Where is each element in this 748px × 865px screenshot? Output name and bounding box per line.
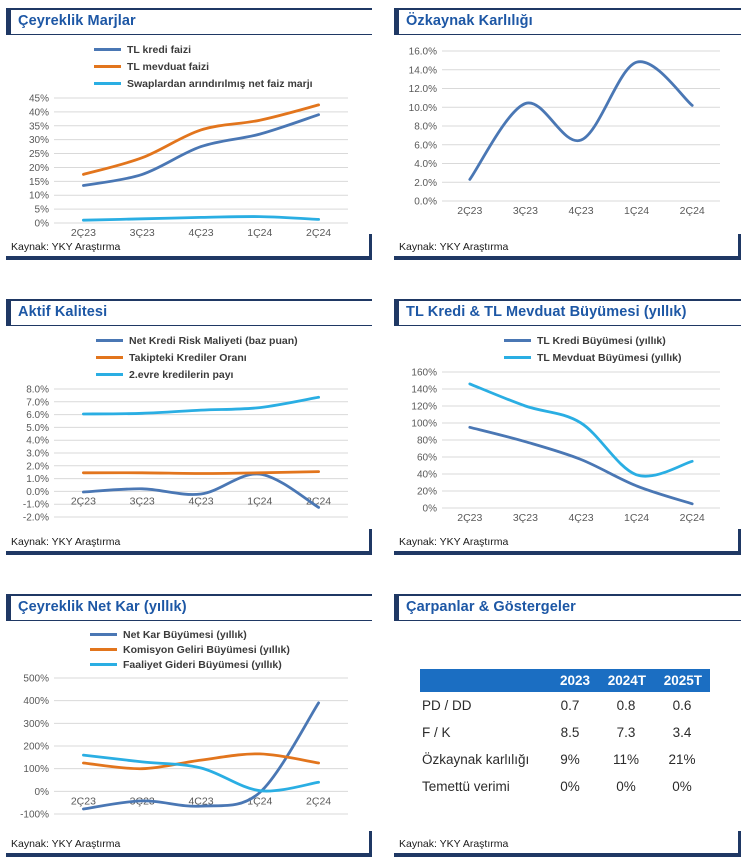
legend-item bbox=[504, 332, 682, 349]
panel-accent-right bbox=[738, 234, 741, 256]
y-axis-tick-label: 5% bbox=[34, 204, 49, 216]
y-axis-tick-label: 0% bbox=[34, 786, 49, 798]
series-line-0 bbox=[470, 62, 692, 180]
table-header-cell: 2023 bbox=[542, 669, 598, 692]
panel-accent-bottom bbox=[394, 853, 741, 857]
ceyreklik-net-kar-chart bbox=[10, 672, 362, 830]
x-axis-tick-label: 2Ç24 bbox=[679, 512, 705, 524]
source-note: Kaynak: YKY Araştırma bbox=[399, 536, 509, 548]
y-axis-tick-label: 60% bbox=[416, 452, 437, 464]
table-value-cell: 0.7 bbox=[560, 698, 580, 713]
legend-item bbox=[90, 642, 290, 657]
x-axis-tick-label: 4Ç23 bbox=[188, 227, 214, 239]
y-axis-tick-label: 30% bbox=[28, 135, 49, 147]
series-line-2 bbox=[83, 397, 318, 414]
panel-body bbox=[394, 621, 741, 800]
table-row bbox=[420, 692, 710, 719]
legend-line-swatch bbox=[90, 648, 117, 651]
table-row-label: Temettü verimi bbox=[422, 779, 510, 794]
x-axis-tick-label: 2Ç23 bbox=[457, 512, 483, 524]
panel-body bbox=[6, 35, 372, 239]
x-axis-tick-label: 1Ç24 bbox=[624, 512, 650, 524]
y-axis-tick-label: 45% bbox=[28, 93, 49, 105]
y-axis-tick-label: 5.0% bbox=[26, 422, 49, 434]
source-note: Kaynak: YKY Araştırma bbox=[399, 241, 509, 253]
legend-item bbox=[94, 41, 313, 58]
table-row-label: F / K bbox=[422, 725, 451, 740]
table-row-label: PD / DD bbox=[422, 698, 472, 713]
panel-title: Aktif Kalitesi bbox=[18, 304, 108, 320]
panel-ceyreklik-net-kar bbox=[6, 594, 372, 857]
panel-header bbox=[6, 10, 372, 35]
panel-title: Özkaynak Karlılığı bbox=[406, 13, 533, 29]
y-axis-tick-label: 120% bbox=[411, 401, 437, 413]
y-axis-tick-label: 0.0% bbox=[26, 486, 49, 498]
x-axis-tick-label: 2Ç24 bbox=[306, 227, 332, 239]
panel-accent-right bbox=[738, 831, 741, 853]
table-value-cell: 3.4 bbox=[672, 725, 692, 740]
legend-item bbox=[96, 349, 298, 366]
legend-label: TL Kredi Büyümesi (yıllık) bbox=[537, 334, 666, 347]
chart-legend bbox=[504, 332, 682, 366]
panel-title: Çeyreklik Net Kar (yıllık) bbox=[18, 599, 187, 615]
x-axis-tick-label: 1Ç24 bbox=[624, 205, 650, 217]
y-axis-tick-label: 8.0% bbox=[26, 384, 49, 396]
y-axis-tick-label: 200% bbox=[23, 741, 49, 753]
table-header-cell: 2024T bbox=[598, 669, 654, 692]
legend-line-swatch bbox=[94, 48, 121, 51]
panel-header bbox=[394, 596, 741, 621]
x-axis-tick-label: 2Ç24 bbox=[679, 205, 705, 217]
table-value-cell: 0.6 bbox=[672, 698, 692, 713]
legend-line-swatch bbox=[96, 339, 123, 342]
x-axis-tick-label: 2Ç24 bbox=[306, 495, 332, 508]
x-axis-tick-label: 1Ç24 bbox=[247, 495, 273, 508]
panel-title: TL Kredi & TL Mevduat Büyümesi (yıllık) bbox=[406, 304, 687, 320]
y-axis-tick-label: 4.0% bbox=[26, 435, 49, 447]
chart-legend bbox=[90, 627, 290, 672]
y-axis-tick-label: 16.0% bbox=[408, 46, 437, 58]
y-axis-tick-label: 0.0% bbox=[414, 196, 437, 208]
y-axis-tick-label: 40% bbox=[28, 107, 49, 119]
source-note: Kaynak: YKY Araştırma bbox=[11, 536, 121, 548]
ozkaynak-karliligi-chart bbox=[398, 45, 734, 217]
panel-accent-bottom bbox=[6, 551, 372, 555]
series-line-0 bbox=[470, 427, 692, 504]
legend-line-swatch bbox=[90, 633, 117, 636]
panel-carpanlar-gostergeler bbox=[394, 594, 741, 857]
panel-body bbox=[6, 326, 372, 533]
legend-line-swatch bbox=[504, 356, 531, 359]
legend-line-swatch bbox=[94, 65, 121, 68]
x-axis-tick-label: 2Ç23 bbox=[457, 205, 483, 217]
panel-header bbox=[394, 10, 741, 35]
legend-label: Faaliyet Gideri Büyümesi (yıllık) bbox=[123, 658, 282, 671]
legend-label: TL Mevduat Büyümesi (yıllık) bbox=[537, 351, 682, 364]
chart-legend bbox=[94, 41, 313, 92]
legend-label: Swaplardan arındırılmış net faiz marjı bbox=[127, 77, 313, 90]
table-header-row bbox=[420, 669, 710, 692]
legend-item bbox=[504, 349, 682, 366]
panel-body bbox=[6, 621, 372, 830]
source-note: Kaynak: YKY Araştırma bbox=[11, 838, 121, 850]
legend-label: TL kredi faizi bbox=[127, 43, 191, 56]
x-axis-tick-label: 3Ç23 bbox=[129, 495, 155, 508]
x-axis-tick-label: 3Ç23 bbox=[512, 512, 538, 524]
legend-item bbox=[94, 58, 313, 75]
panel-title: Çarpanlar & Göstergeler bbox=[406, 599, 576, 615]
y-axis-tick-label: 400% bbox=[23, 696, 49, 708]
ceyreklik-marjlar-chart bbox=[10, 92, 362, 239]
multiples-table bbox=[420, 669, 710, 800]
y-axis-tick-label: 4.0% bbox=[414, 159, 437, 170]
table-value-cell: 21% bbox=[668, 752, 696, 767]
y-axis-tick-label: 300% bbox=[23, 718, 49, 730]
source-note: Kaynak: YKY Araştırma bbox=[399, 838, 509, 850]
y-axis-tick-label: 140% bbox=[411, 384, 437, 396]
aktif-kalitesi-chart bbox=[10, 383, 362, 533]
panel-accent-right bbox=[369, 831, 372, 853]
panel-accent-bottom bbox=[394, 256, 741, 260]
x-axis-tick-label: 1Ç24 bbox=[247, 227, 273, 239]
table-row bbox=[420, 719, 710, 746]
y-axis-tick-label: 0% bbox=[34, 218, 49, 230]
x-axis-tick-label: 1Ç24 bbox=[247, 795, 273, 808]
multiples-table-head bbox=[420, 669, 710, 692]
multiples-table-body bbox=[420, 692, 710, 800]
table-value-cell: 0% bbox=[672, 779, 692, 794]
legend-label: Net Kar Büyümesi (yıllık) bbox=[123, 628, 247, 641]
y-axis-tick-label: 100% bbox=[411, 418, 437, 430]
y-axis-tick-label: 0% bbox=[422, 503, 437, 515]
legend-label: TL mevduat faizi bbox=[127, 60, 210, 73]
x-axis-tick-label: 4Ç23 bbox=[568, 205, 594, 217]
y-axis-tick-label: 10.0% bbox=[408, 102, 437, 114]
panel-accent-bottom bbox=[394, 551, 741, 555]
legend-item bbox=[90, 627, 290, 642]
series-line-1 bbox=[470, 384, 692, 476]
x-axis-tick-label: 4Ç23 bbox=[188, 795, 214, 808]
table-value-cell: 0% bbox=[616, 779, 636, 794]
legend-item bbox=[94, 75, 313, 92]
y-axis-tick-label: 80% bbox=[416, 435, 437, 447]
table-header-cell bbox=[420, 669, 542, 692]
panel-ozkaynak-karliligi bbox=[394, 8, 741, 260]
legend-line-swatch bbox=[96, 373, 123, 376]
x-axis-tick-label: 2Ç23 bbox=[70, 795, 96, 808]
table-row bbox=[420, 746, 710, 773]
y-axis-tick-label: 8.0% bbox=[414, 121, 437, 133]
chart-legend bbox=[96, 332, 298, 383]
x-axis-tick-label: 4Ç23 bbox=[568, 512, 594, 524]
y-axis-tick-label: 25% bbox=[28, 149, 49, 161]
y-axis-tick-label: 15% bbox=[28, 176, 49, 188]
legend-line-swatch bbox=[90, 663, 117, 666]
panel-title: Çeyreklik Marjlar bbox=[18, 13, 136, 29]
panel-header bbox=[394, 301, 741, 326]
x-axis-tick-label: 2Ç23 bbox=[70, 495, 96, 508]
source-note: Kaynak: YKY Araştırma bbox=[11, 241, 121, 253]
y-axis-tick-label: 12.0% bbox=[408, 84, 437, 95]
panel-header bbox=[6, 301, 372, 326]
table-row-label: Özkaynak karlılığı bbox=[422, 752, 530, 767]
legend-item bbox=[96, 332, 298, 349]
y-axis-tick-label: 3.0% bbox=[26, 448, 49, 460]
legend-item bbox=[90, 657, 290, 672]
panel-ceyreklik-marjlar bbox=[6, 8, 372, 260]
y-axis-tick-label: 1.0% bbox=[26, 474, 49, 486]
y-axis-tick-label: 100% bbox=[23, 764, 49, 776]
tl-kredi-mevduat-chart bbox=[398, 366, 734, 524]
panel-accent-right bbox=[738, 529, 741, 551]
x-axis-tick-label: 3Ç23 bbox=[512, 205, 538, 217]
y-axis-tick-label: -1.0% bbox=[22, 499, 49, 511]
legend-label: Net Kredi Risk Maliyeti (baz puan) bbox=[129, 334, 298, 347]
panel-accent-bottom bbox=[6, 256, 372, 260]
table-header-cell: 2025T bbox=[654, 669, 710, 692]
legend-line-swatch bbox=[96, 356, 123, 359]
table-value-cell: 11% bbox=[612, 752, 640, 767]
x-axis-tick-label: 3Ç23 bbox=[129, 227, 155, 239]
y-axis-tick-label: 7.0% bbox=[26, 397, 49, 409]
x-axis-tick-label: 2Ç23 bbox=[70, 227, 96, 239]
y-axis-tick-label: 14.0% bbox=[408, 65, 437, 77]
y-axis-tick-label: -100% bbox=[20, 809, 49, 821]
legend-line-swatch bbox=[504, 339, 531, 342]
y-axis-tick-label: 6.0% bbox=[26, 410, 49, 422]
table-value-cell: 0% bbox=[560, 779, 580, 794]
legend-label: Komisyon Geliri Büyümesi (yıllık) bbox=[123, 643, 290, 656]
panel-aktif-kalitesi bbox=[6, 299, 372, 555]
table-value-cell: 7.3 bbox=[616, 725, 636, 740]
y-axis-tick-label: 160% bbox=[411, 367, 437, 379]
table-row bbox=[420, 773, 710, 800]
panel-body bbox=[394, 35, 741, 217]
y-axis-tick-label: 20% bbox=[416, 486, 437, 498]
table-value-cell: 0.8 bbox=[616, 698, 636, 713]
panel-body bbox=[394, 326, 741, 524]
y-axis-tick-label: 6.0% bbox=[414, 140, 437, 152]
y-axis-tick-label: 500% bbox=[23, 673, 49, 685]
series-line-1 bbox=[83, 472, 318, 474]
x-axis-tick-label: 4Ç23 bbox=[188, 495, 214, 508]
x-axis-tick-label: 2Ç24 bbox=[306, 795, 332, 808]
legend-label: Takipteki Krediler Oranı bbox=[129, 351, 247, 364]
y-axis-tick-label: -2.0% bbox=[22, 512, 49, 524]
legend-item bbox=[96, 366, 298, 383]
y-axis-tick-label: 20% bbox=[28, 162, 49, 174]
y-axis-tick-label: 40% bbox=[416, 469, 437, 481]
legend-line-swatch bbox=[94, 82, 121, 85]
panel-tl-kredi-mevduat-buyumesi bbox=[394, 299, 741, 555]
x-axis-tick-label: 3Ç23 bbox=[129, 795, 155, 808]
table-value-cell: 8.5 bbox=[560, 725, 580, 740]
legend-label: 2.evre kredilerin payı bbox=[129, 368, 234, 381]
panel-accent-bottom bbox=[6, 853, 372, 857]
panel-header bbox=[6, 596, 372, 621]
y-axis-tick-label: 2.0% bbox=[26, 461, 49, 473]
y-axis-tick-label: 2.0% bbox=[414, 177, 437, 189]
series-line-2 bbox=[83, 217, 318, 221]
y-axis-tick-label: 35% bbox=[28, 121, 49, 133]
table-value-cell: 9% bbox=[560, 752, 580, 767]
panel-accent-right bbox=[369, 234, 372, 256]
panel-accent-right bbox=[369, 529, 372, 551]
y-axis-tick-label: 10% bbox=[28, 190, 49, 202]
